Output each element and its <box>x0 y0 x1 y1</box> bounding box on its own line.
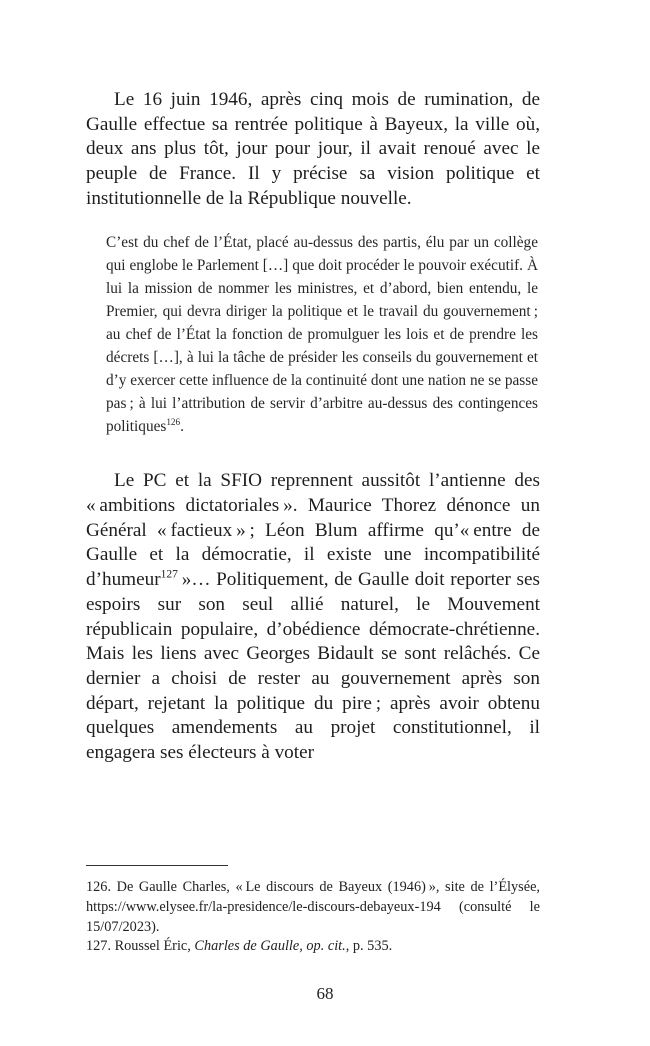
footnote-127-prefix: 127. Roussel Éric, <box>86 938 195 955</box>
footnote-ref-127[interactable]: 127 <box>160 568 178 581</box>
block-quote <box>106 231 538 439</box>
footnote-127-suffix: , p. 535. <box>345 938 393 955</box>
quote-end: . <box>180 418 184 436</box>
footnote-divider <box>86 865 228 866</box>
footnote-126: 126. De Gaulle Charles, « Le discours de Bayeux (1946) », site de l’Élysée, https://www.elysee.fr/la-presidence/le-discours-debayeux-194 (consulté le 15/07/2023). <box>86 879 540 935</box>
footnote-ref-126[interactable]: 126 <box>166 417 181 428</box>
footnote-127-title: Charles de Gaulle, op. cit. <box>194 938 346 955</box>
footnote-127 <box>86 937 540 957</box>
page-number: 68 <box>316 984 334 1003</box>
quote-text: C’est du chef de l’État, placé au-dessus des partis, élu par un collège qui englobe le Parlement […] que doit procéder le pouvoir exécutif. À lui la mission de nommer les ministres, et d’abord, bien entendu, le Premier, qui devra diriger la politique et le travail du gouvernement ; au chef de l’État la fonction de promulguer les lois et de prendre les décrets […], à lui la tâche de présider les conseils du gouvernement et d’y exercer cette influence de la continuité dont une nation ne se passe pas ; à lui l’attribution de servir d’arbitre au-dessus des contingences politiques <box>106 233 538 436</box>
page-body <box>86 88 540 766</box>
footnotes <box>86 865 540 957</box>
para2-text-before-ref: Le PC et la SFIO reprennent aussitôt l’antienne des « ambitions dictatoriales ». Maurice Thorez dénonce un Général « factieux » ; Léon Blum affirme qu’« entre de Gaulle et la démocratie, il existe une incompatibilité d’humeur <box>86 470 540 591</box>
body-paragraph-1: Le 16 juin 1946, après cinq mois de rumination, de Gaulle effectue sa rentrée politique à Bayeux, la ville où, deux ans plus tôt, jour pour jour, il avait renoué avec le peuple de France. Il y précise sa vision politique et institutionnelle de la République nouvelle. <box>86 89 540 209</box>
body-paragraph-2 <box>86 469 540 765</box>
para2-text-after-ref: »… Politiquement, de Gaulle doit reporter ses espoirs sur son seul allié naturel, le Mouvement républicain populaire, d’obédience démocrate-chrétienne. Mais les liens avec Georges Bidault se sont relâchés. Ce dernier a choisi de rester au gouvernement après son départ, rejetant la politique du pire ; après avoir obtenu quelques amendements au projet constitutionnel, il engagera ses électeurs à voter <box>86 569 540 764</box>
